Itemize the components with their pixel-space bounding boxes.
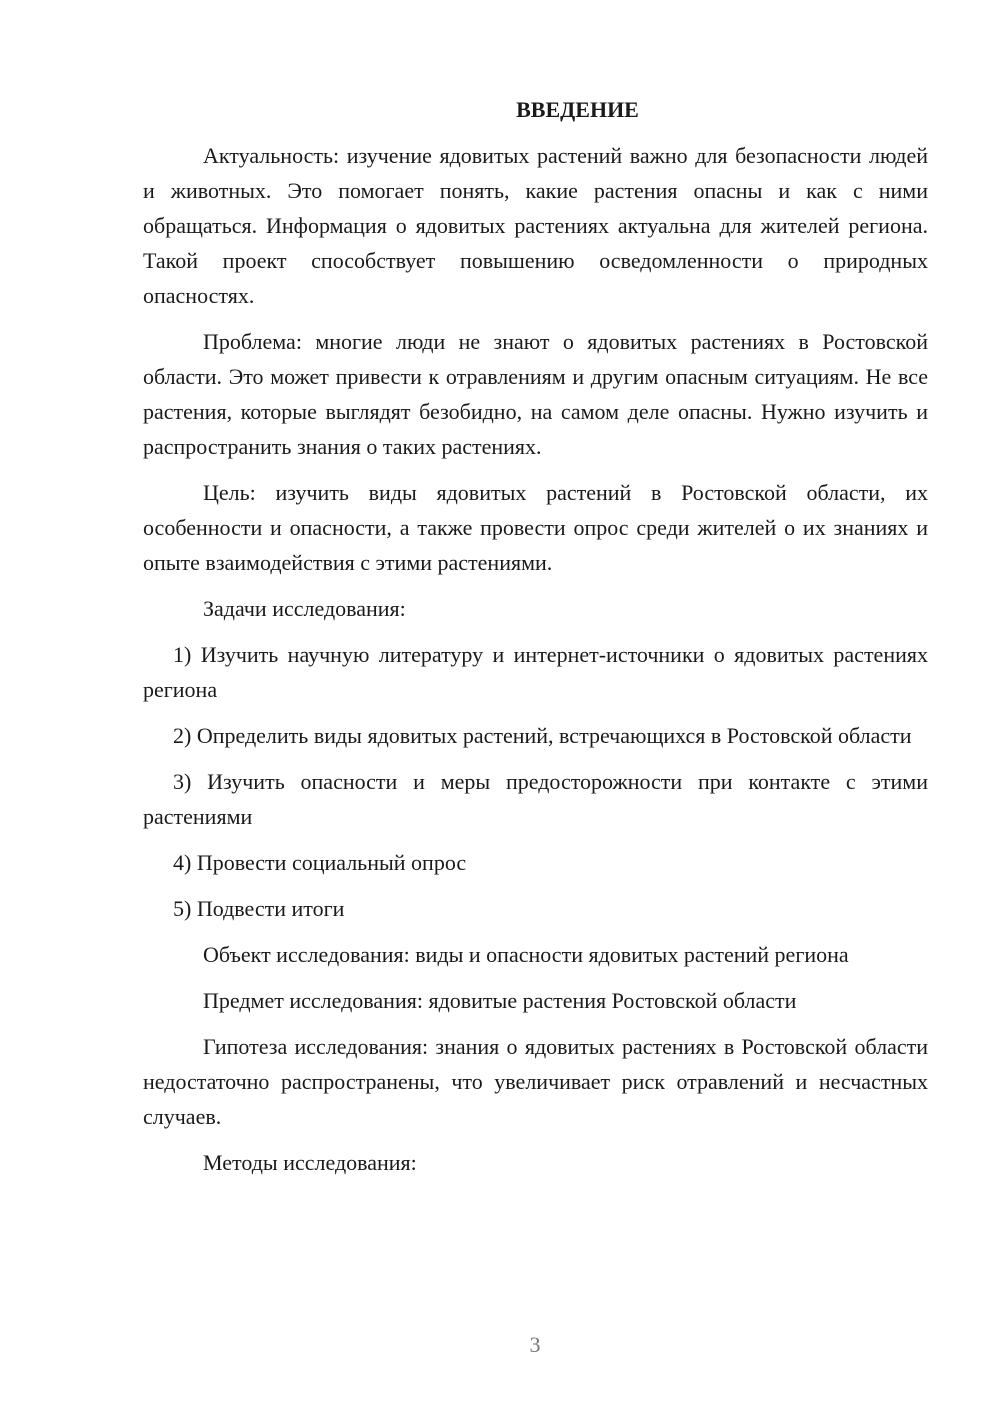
hypothesis-paragraph: Гипотеза исследования: знания о ядовитых растениях в Ростовской области недостаточно распространены, что увеличивает риск отравлений и несчастных случаев. xyxy=(143,1034,928,1129)
list-item: 1) Изучить научную литературу и интернет-источники о ядовитых растениях региона xyxy=(143,642,928,702)
page-title: ВВЕДЕНИЕ xyxy=(516,97,639,122)
page-number: 3 xyxy=(529,1332,541,1357)
relevance-paragraph: Актуальность: изучение ядовитых растений важно для безопасности людей и животных. Это помогает понять, какие растения опасны и как с ними обращаться. Информация о ядовитых растениях актуальна для жителей региона. Такой проект способствует повышению осведомленности о природных опасностях. xyxy=(143,143,928,308)
problem-paragraph: Проблема: многие люди не знают о ядовитых растениях в Ростовской области. Это может привести к отравлениям и другим опасным ситуациям. Не все растения, которые выглядят безобидно, на самом деле опасны. Нужно изучить и распространить знания о таких растениях. xyxy=(143,329,928,459)
list-item: 5) Подвести итоги xyxy=(173,896,345,921)
list-item: 4) Провести социальный опрос xyxy=(173,850,467,875)
document-body xyxy=(143,92,928,1191)
methods-title: Методы исследования: xyxy=(203,1150,417,1175)
tasks-title: Задачи исследования: xyxy=(203,596,406,621)
subject-paragraph: Предмет исследования: ядовитые растения Ростовской области xyxy=(203,988,797,1013)
list-item: 3) Изучить опасности и меры предосторожности при контакте с этими растениями xyxy=(143,769,928,829)
list-item: 2) Определить виды ядовитых растений, встречающихся в Ростовской области xyxy=(173,723,912,748)
tasks-list xyxy=(143,637,928,926)
goal-paragraph: Цель: изучить виды ядовитых растений в Ростовской области, их особенности и опасности, а также провести опрос среди жителей о их знаниях и опыте взаимодействия с этими растениями. xyxy=(143,480,928,575)
object-paragraph: Объект исследования: виды и опасности ядовитых растений региона xyxy=(203,942,849,967)
